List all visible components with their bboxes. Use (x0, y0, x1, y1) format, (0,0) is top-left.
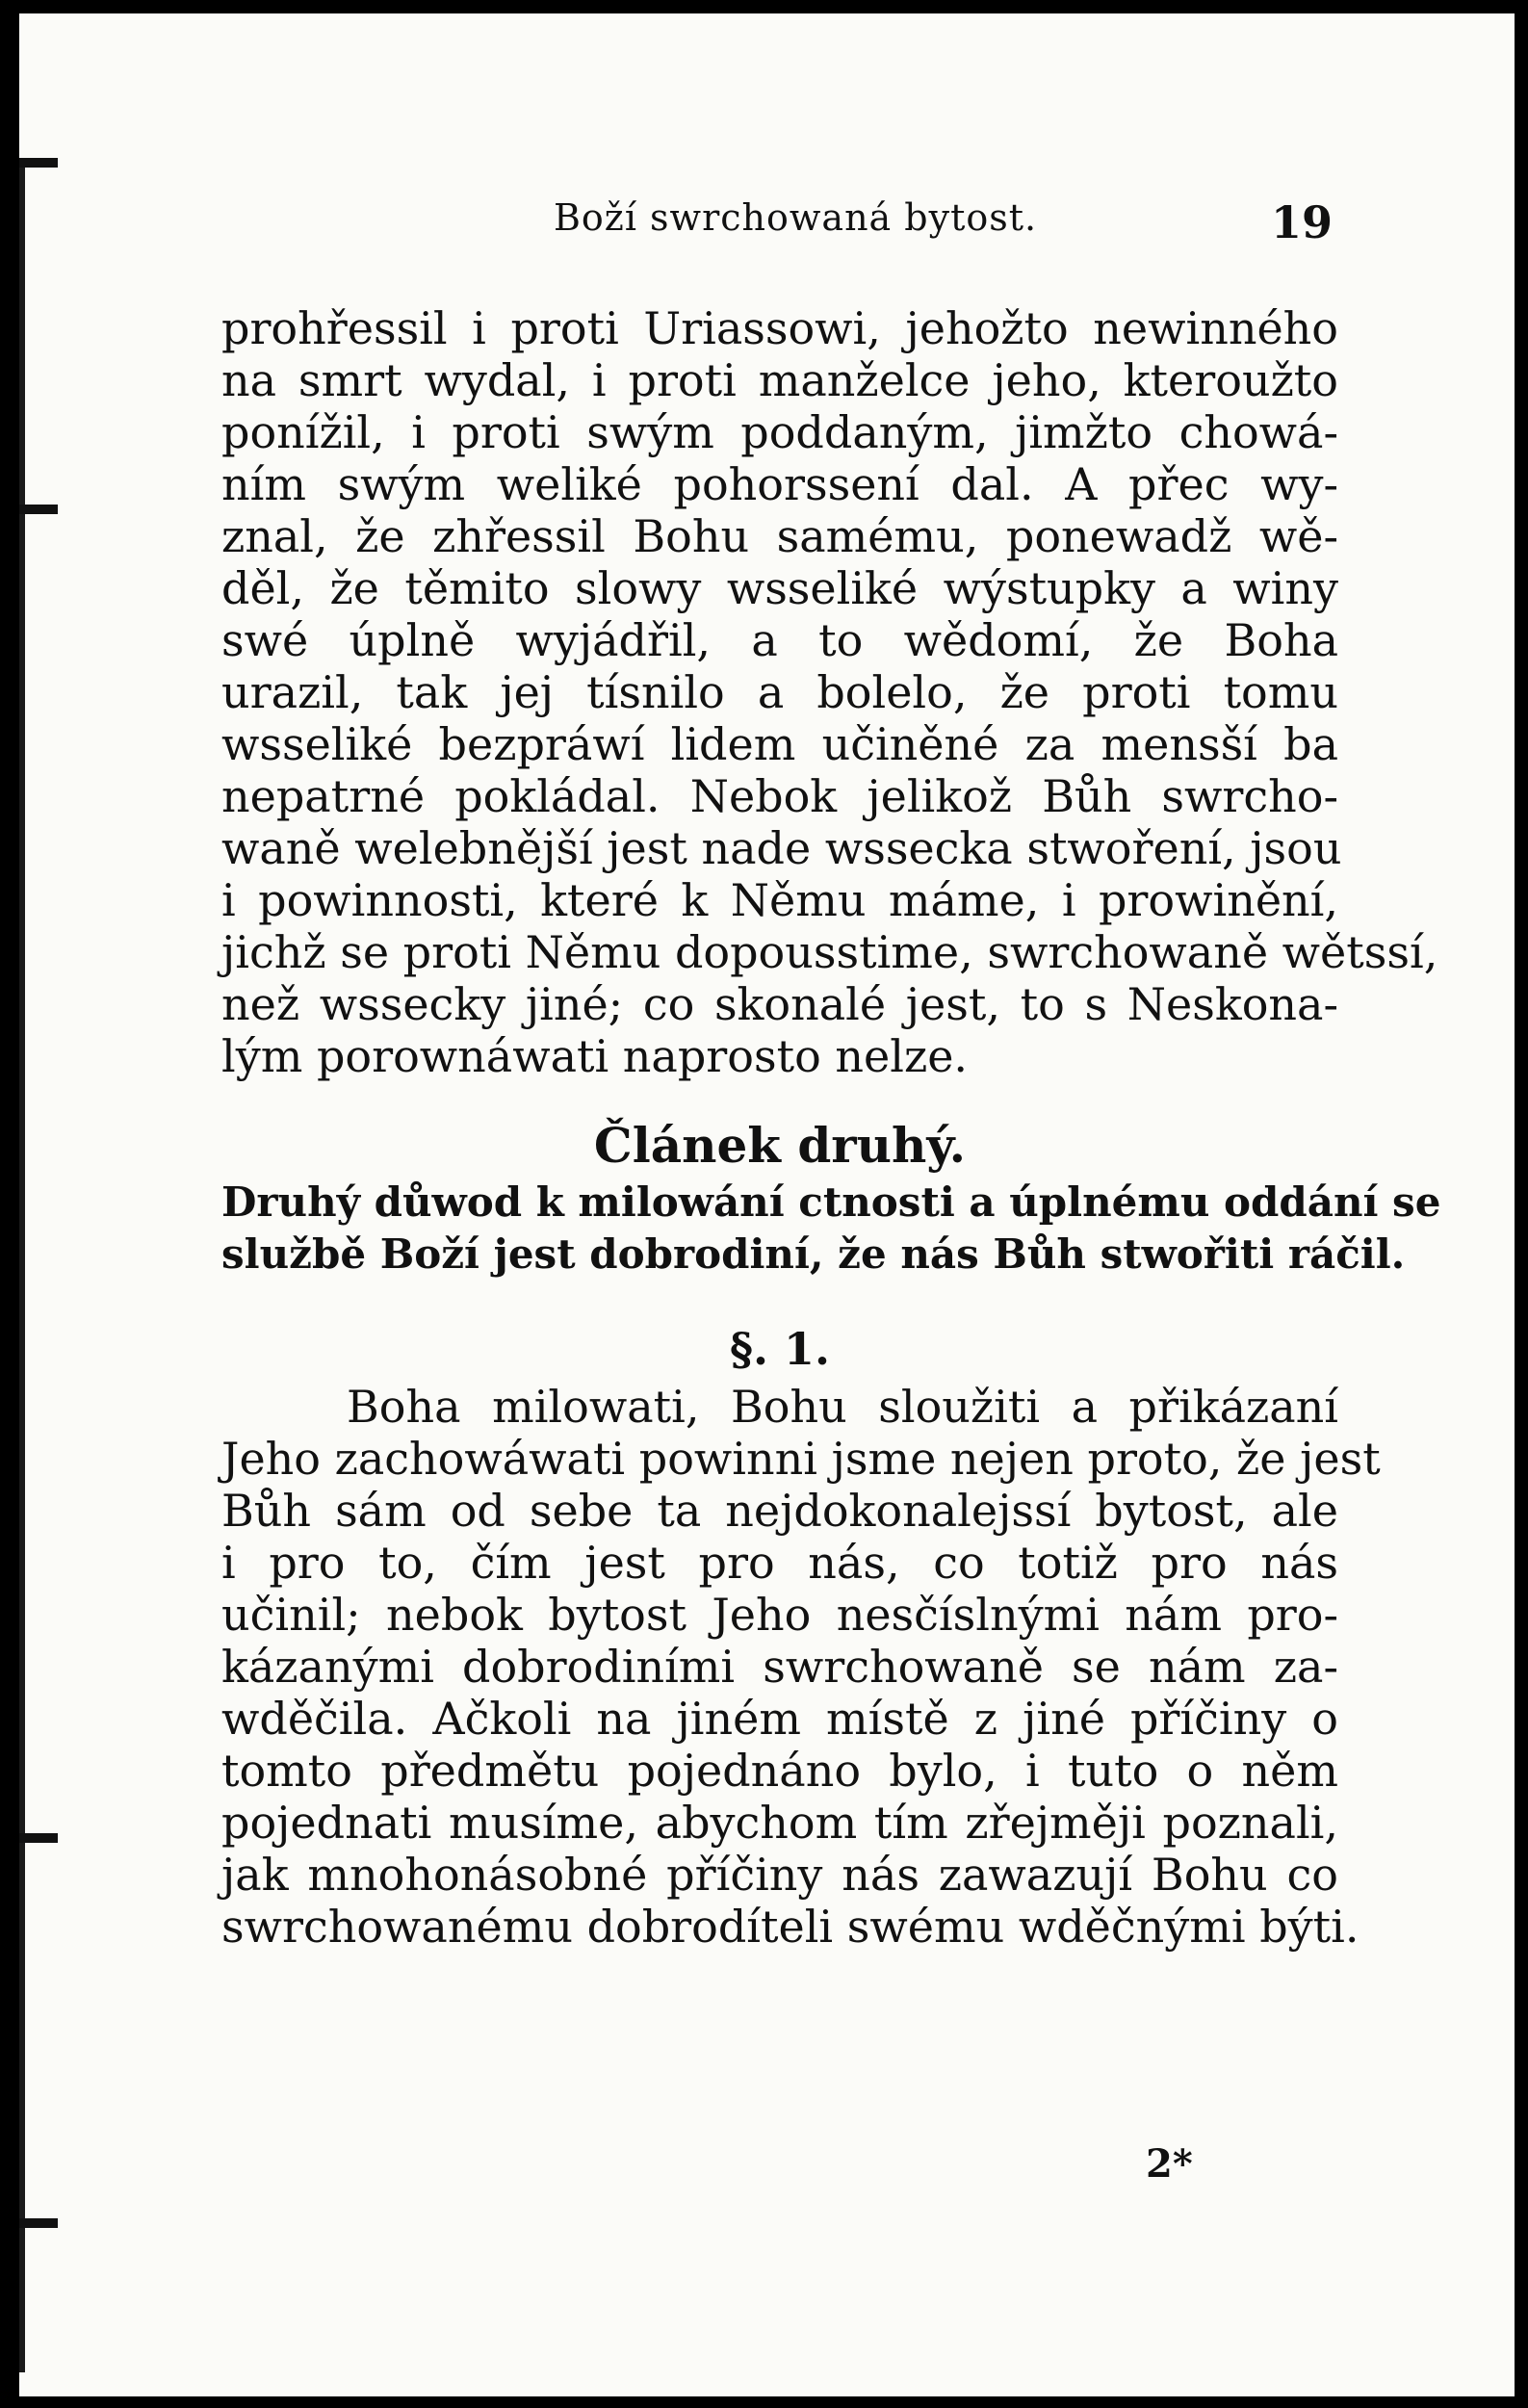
text-line: znal, že zhřessil Bohu samému, ponewadž wě- (221, 510, 1338, 562)
text-line: wsseliké bezpráwí lidem učiněné za mensší ba (221, 718, 1338, 770)
text-line: kázanými dobrodiními swrchowaně se nám za- (221, 1641, 1338, 1693)
text-line: lým porownáwati naprosto nelze. (221, 1030, 969, 1082)
text-line: swé úplně wyjádřil, a to wědomí, že Boha (221, 614, 1338, 666)
edge-mark (19, 505, 58, 514)
text-line: tomto předmětu pojednáno bylo, i tuto o něm (221, 1745, 1338, 1797)
text-line: děl, že těmito slowy wsseliké wýstupky a winy (221, 562, 1338, 614)
text-line: než wssecky jiné; co skonalé jest, to s Neskona- (221, 978, 1338, 1030)
text-line: učinil; nebok bytost Jeho nesčíslnými nám pro- (221, 1589, 1338, 1641)
text-line: Bůh sám od sebe ta nejdokonalejssí bytost, ale (221, 1485, 1338, 1537)
text-line: jak mnohonásobné příčiny nás zawazují Bohu co (221, 1849, 1338, 1901)
text-line: pojednati musíme, abychom tím zřejměji poznali, (221, 1797, 1338, 1849)
text-line: waně welebnější jest nade wssecka stwoření, jsou (221, 822, 1342, 874)
text-line: jichž se proti Němu dopousstime, swrchowaně wětssí, (221, 926, 1438, 978)
text-line: Jeho zachowáwati powinni jsme nejen proto, že jest (221, 1433, 1381, 1485)
paragraph-text (221, 1381, 1381, 1953)
text-line: urazil, tak jej tísnilo a bolelo, že proti tomu (221, 666, 1338, 718)
text-line: i powinnosti, které k Němu máme, i prowinění, (221, 874, 1338, 926)
edge-mark (19, 158, 58, 168)
text-line: swrchowanému dobrodíteli swému wděčnými býti. (221, 1901, 1360, 1953)
running-head: Boží swrchowaná bytost. (554, 196, 1038, 239)
text-line: i pro to, čím jest pro nás, co totiž pro nás (221, 1537, 1338, 1589)
section-summary (221, 1177, 1441, 1281)
summary-line: službě Boží jest dobrodiní, že nás Bůh stwořiti ráčil. (221, 1230, 1406, 1278)
paragraph-number: §. 1. (729, 1323, 831, 1375)
signature-mark: 2* (1146, 2141, 1193, 2187)
page-header (19, 196, 1515, 254)
text-line: prohřessil i proti Uriassowi, jehožto newinného (221, 302, 1338, 354)
text-line: Boha milowati, Bohu sloužiti a přikázaní (347, 1381, 1338, 1433)
text-line: nepatrné pokládal. Nebok jelikož Bůh swrcho- (221, 770, 1338, 822)
page-number: 19 (1271, 196, 1334, 248)
page-body (221, 302, 1441, 1953)
text-line: ním swým weliké pohorssení dal. A přec wy- (221, 458, 1338, 510)
edge-mark (19, 1833, 58, 1843)
text-line: wděčila. Ačkoli na jiném místě z jiné příčiny o (221, 1693, 1338, 1745)
text-line: na smrt wydal, i proti manželce jeho, kteroužto (221, 354, 1338, 406)
text-line: ponížil, i proti swým poddaným, jimžto chowá- (221, 406, 1338, 458)
edge-mark (19, 2218, 58, 2228)
book-page (19, 13, 1515, 2396)
section-title: Článek druhý. (593, 1117, 967, 1174)
summary-line: Druhý důwod k milowání ctnosti a úplnému oddání se (221, 1178, 1441, 1226)
opening-text (221, 302, 1438, 1082)
page-edge-shadow (19, 158, 25, 2372)
